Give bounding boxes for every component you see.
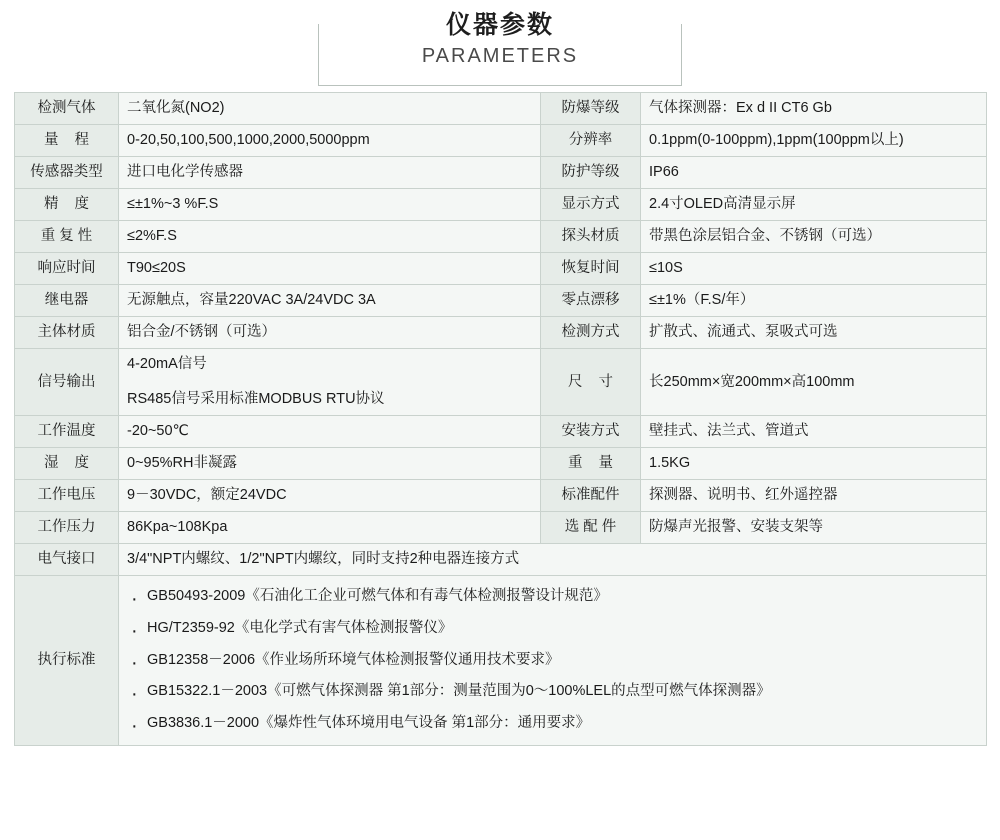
table-row bbox=[15, 157, 987, 189]
row-label-working-pressure: 工作压力 bbox=[15, 512, 119, 544]
row-value-explosion-proof-grade: 气体探测器：Ex d II CT6 Gb bbox=[641, 93, 987, 125]
row-value-electrical-interface: 3/4"NPT内螺纹、1/2"NPT内螺纹，同时支持2种电器连接方式 bbox=[119, 544, 987, 576]
row-label-weight: 重 量 bbox=[541, 448, 641, 480]
row-value-working-pressure: 86Kpa~108Kpa bbox=[119, 512, 541, 544]
row-label-explosion-proof-grade: 防爆等级 bbox=[541, 93, 641, 125]
row-label-sensor-type: 传感器类型 bbox=[15, 157, 119, 189]
row-label-accuracy: 精 度 bbox=[15, 189, 119, 221]
list-item: · GB15322.1－2003《可燃气体探测器 第1部分：测量范围为0～100%LEL的点型可燃气体探测器》 bbox=[127, 681, 978, 703]
row-value-humidity: 0~95%RH非凝露 bbox=[119, 448, 541, 480]
row-label-protection-grade: 防护等级 bbox=[541, 157, 641, 189]
row-value-relay: 无源触点，容量220VAC 3A/24VDC 3A bbox=[119, 285, 541, 317]
list-item: · GB3836.1－2000《爆炸性气体环境用电气设备 第1部分：通用要求》 bbox=[127, 713, 978, 735]
table-row bbox=[15, 349, 987, 416]
row-value-recovery-time: ≤10S bbox=[641, 253, 987, 285]
list-item: · GB12358－2006《作业场所环境气体检测报警仪通用技术要求》 bbox=[127, 650, 978, 672]
row-label-recovery-time: 恢复时间 bbox=[541, 253, 641, 285]
row-label-response-time: 响应时间 bbox=[15, 253, 119, 285]
row-label-zero-drift: 零点漂移 bbox=[541, 285, 641, 317]
row-value-body-material: 铝合金/不锈钢（可选） bbox=[119, 317, 541, 349]
table-row bbox=[15, 512, 987, 544]
table-row bbox=[15, 480, 987, 512]
row-value-resolution: 0.1ppm(0-100ppm),1ppm(100ppm以上) bbox=[641, 125, 987, 157]
row-value-zero-drift: ≤±1%（F.S/年） bbox=[641, 285, 987, 317]
row-label-signal-output: 信号输出 bbox=[15, 349, 119, 416]
row-label-humidity: 湿 度 bbox=[15, 448, 119, 480]
row-value-working-temperature: -20~50℃ bbox=[119, 416, 541, 448]
page-title: 仪器参数 bbox=[430, 10, 570, 40]
table-row bbox=[15, 253, 987, 285]
table-row bbox=[15, 189, 987, 221]
row-value-repeatability: ≤2%F.S bbox=[119, 221, 541, 253]
table-row bbox=[15, 93, 987, 125]
row-label-repeatability: 重 复 性 bbox=[15, 221, 119, 253]
row-value-detection-gas: 二氧化氮(NO2) bbox=[119, 93, 541, 125]
row-label-relay: 继电器 bbox=[15, 285, 119, 317]
row-label-working-voltage: 工作电压 bbox=[15, 480, 119, 512]
row-value-sensor-type: 进口电化学传感器 bbox=[119, 157, 541, 189]
page-subtitle: PARAMETERS bbox=[421, 45, 579, 67]
row-label-resolution: 分辨率 bbox=[541, 125, 641, 157]
specifications-table bbox=[14, 92, 987, 746]
row-value-standard-accessories: 探测器、说明书、红外遥控器 bbox=[641, 480, 987, 512]
standards-list bbox=[127, 586, 978, 735]
table-row bbox=[15, 416, 987, 448]
row-value-optional-accessories: 防爆声光报警、安装支架等 bbox=[641, 512, 987, 544]
row-value-display-mode: 2.4寸OLED高清显示屏 bbox=[641, 189, 987, 221]
row-value-range: 0-20,50,100,500,1000,2000,5000ppm bbox=[119, 125, 541, 157]
row-label-dimensions: 尺 寸 bbox=[541, 349, 641, 416]
row-value-weight: 1.5KG bbox=[641, 448, 987, 480]
row-value-working-voltage: 9－30VDC，额定24VDC bbox=[119, 480, 541, 512]
table-row bbox=[15, 285, 987, 317]
row-label-range: 量 程 bbox=[15, 125, 119, 157]
row-label-body-material: 主体材质 bbox=[15, 317, 119, 349]
row-label-display-mode: 显示方式 bbox=[541, 189, 641, 221]
row-label-standards: 执行标准 bbox=[15, 576, 119, 746]
row-label-standard-accessories: 标准配件 bbox=[541, 480, 641, 512]
table-row bbox=[15, 317, 987, 349]
row-value-signal-output bbox=[119, 349, 541, 416]
signal-output-line-1: 4-20mA信号 bbox=[127, 356, 207, 373]
table-row bbox=[15, 125, 987, 157]
table-row bbox=[15, 544, 987, 576]
row-value-detection-method: 扩散式、流通式、泵吸式可选 bbox=[641, 317, 987, 349]
signal-output-line-2: RS485信号采用标准MODBUS RTU协议 bbox=[127, 391, 385, 408]
row-value-protection-grade: IP66 bbox=[641, 157, 987, 189]
table-row bbox=[15, 576, 987, 746]
row-label-working-temperature: 工作温度 bbox=[15, 416, 119, 448]
row-value-accuracy: ≤±1%~3 %F.S bbox=[119, 189, 541, 221]
table-row bbox=[15, 448, 987, 480]
row-label-detection-gas: 检测气体 bbox=[15, 93, 119, 125]
row-label-installation-method: 安装方式 bbox=[541, 416, 641, 448]
row-label-optional-accessories: 选 配 件 bbox=[541, 512, 641, 544]
list-item: · HG/T2359-92《电化学式有害气体检测报警仪》 bbox=[127, 618, 978, 640]
row-value-dimensions: 长250mm×宽200mm×高100mm bbox=[641, 349, 987, 416]
table-row bbox=[15, 221, 987, 253]
page-header bbox=[0, 0, 1000, 86]
row-label-probe-material: 探头材质 bbox=[541, 221, 641, 253]
row-value-installation-method: 壁挂式、法兰式、管道式 bbox=[641, 416, 987, 448]
list-item: · GB50493-2009《石油化工企业可燃气体和有毒气体检测报警设计规范》 bbox=[127, 586, 978, 608]
row-value-probe-material: 带黑色涂层铝合金、不锈钢（可选） bbox=[641, 221, 987, 253]
row-label-electrical-interface: 电气接口 bbox=[15, 544, 119, 576]
row-value-response-time: T90≤20S bbox=[119, 253, 541, 285]
header-titles bbox=[318, 10, 682, 68]
row-value-standards bbox=[119, 576, 987, 746]
row-label-detection-method: 检测方式 bbox=[541, 317, 641, 349]
